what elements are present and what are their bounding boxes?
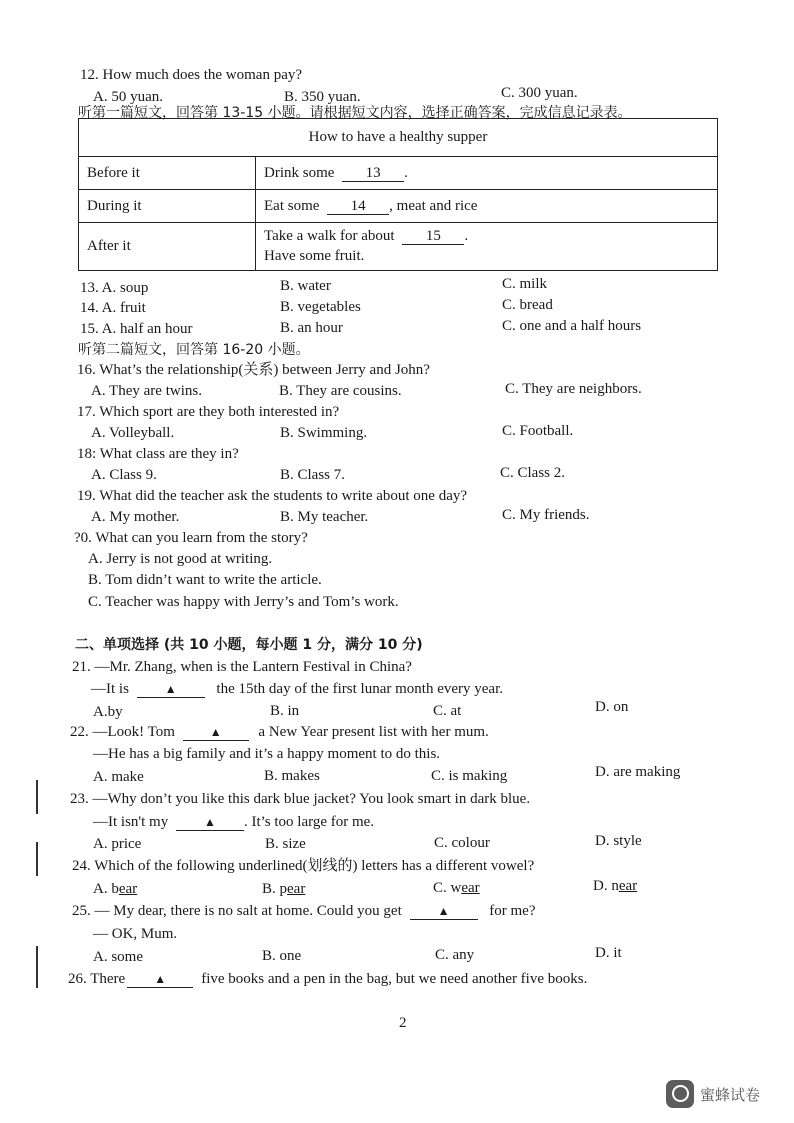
question-24-option-d [593,877,637,895]
question-24-option-c-prefix: C. w [433,880,462,896]
question-16-option-b: B. They are cousins. [279,383,402,399]
question-15-option-a: 15. A. half an hour [80,321,193,337]
question-24-stem: 24. Which of the following underlined(划线的) letters has a different vowel? [72,858,535,874]
question-23-prefix: —It isn't my [93,814,169,830]
question-18-option-c: C. Class 2. [500,465,566,481]
blank-15: 15 [402,228,464,245]
question-21-suffix: the 15th day of the first lunar month every year. [216,681,504,697]
question-23-line2 [93,813,374,831]
question-21-option-c: C. at [433,703,462,719]
table-before-label: Before it [79,157,256,190]
question-16-stem: 16. What’s the relationship(关系) between Jerry and John? [77,362,430,378]
question-24-option-b-prefix: B. p [262,881,288,897]
question-21-option-a: A.by [93,704,123,720]
question-25-option-b: B. one [262,948,302,964]
question-17-option-a: A. Volleyball. [91,425,175,441]
question-22-line1 [70,723,489,741]
healthy-supper-table [78,118,718,271]
question-22-blank: ▲ [183,724,249,741]
question-26-prefix: 26. There [68,971,126,987]
question-23-option-b: B. size [265,836,306,852]
question-24-option-d-prefix: D. n [593,878,619,894]
table-after-suffix: . [464,228,469,244]
question-21-line1: 21. —Mr. Zhang, when is the Lantern Festival in China? [72,659,412,675]
question-14-option-c: C. bread [502,297,553,313]
question-21-option-b: B. in [270,703,300,719]
question-12-option-a: A. 50 yuan. [93,89,163,105]
question-25-option-c: C. any [435,947,475,963]
question-24-option-a-prefix: A. b [93,881,119,897]
question-22-option-b: B. makes [264,768,320,784]
question-25-blank: ▲ [410,903,478,920]
table-after-cell [256,223,718,271]
margin-mark [36,842,38,876]
table-after-prefix: Take a walk for about [264,228,395,244]
question-22-line2: —He has a big family and it’s a happy moment to do this. [93,746,441,762]
question-24-option-c [433,879,480,897]
question-26-suffix: five books and a pen in the bag, but we need another five books. [201,971,588,987]
question-22-option-c: C. is making [431,768,508,784]
question-15-option-c: C. one and a half hours [502,318,642,334]
question-21-line2 [91,680,503,698]
question-25-suffix: for me? [489,903,536,919]
watermark-text: 蜜蜂试卷 [700,1086,761,1104]
question-13-option-c: C. milk [502,276,548,292]
section-2-title: 二、单项选择 (共 10 小题，每小题 1 分，满分 10 分) [75,637,423,653]
margin-mark [36,780,38,814]
table-after-line2: Have some fruit. [264,248,365,264]
question-23-option-d: D. style [595,833,642,849]
question-21-blank: ▲ [137,681,205,698]
blank-13: 13 [342,165,404,182]
table-during-cell [256,190,718,223]
question-24-option-b [262,880,305,898]
question-24-option-b-underlined: ear [287,881,306,897]
question-20-option-b: B. Tom didn’t want to write the article. [88,572,322,588]
question-23-option-c: C. colour [434,835,490,851]
question-12-option-b: B. 350 yuan. [284,89,361,105]
question-13-option-b: B. water [280,278,331,294]
table-during-prefix: Eat some [264,197,320,214]
question-18-option-b: B. Class 7. [280,467,346,483]
question-22-option-a: A. make [93,769,144,785]
question-19-option-b: B. My teacher. [280,509,369,525]
blank-14: 14 [327,198,389,215]
question-20-option-c: C. Teacher was happy with Jerry’s and Tom’s work. [88,594,399,610]
question-23-blank: ▲ [176,814,244,831]
table-after-label: After it [79,223,256,271]
passage-1-instruction: 听第一篇短文，回答第 13-15 小题。请根据短文内容，选择正确答案，完成信息记录表。 [78,105,632,121]
question-12-option-c: C. 300 yuan. [501,85,578,101]
question-13-option-a: 13. A. soup [80,280,149,296]
question-23-option-a: A. price [93,836,142,852]
question-22-suffix: a New Year present list with her mum. [258,724,489,740]
question-23-line1: 23. —Why don’t you like this dark blue jacket? You look smart in dark blue. [70,791,531,807]
question-20-stem: ?0. What can you learn from the story? [74,530,308,546]
question-17-option-b: B. Swimming. [280,425,368,441]
question-16-option-a: A. They are twins. [91,383,202,399]
question-25-option-d: D. it [595,945,622,961]
question-22-prefix: 22. —Look! Tom [70,724,175,740]
table-title: How to have a healthy supper [79,119,718,157]
question-12-stem: 12. How much does the woman pay? [80,67,303,83]
question-20-option-a: A. Jerry is not good at writing. [88,551,273,567]
question-24-option-a [93,880,137,898]
question-19-stem: 19. What did the teacher ask the students to write about one day? [77,488,468,504]
table-before-suffix: . [404,164,408,181]
question-24-option-c-underlined: ear [461,880,480,896]
question-17-stem: 17. Which sport are they both interested in? [77,404,340,420]
question-26-blank: ▲ [127,971,193,988]
table-before-prefix: Drink some [264,164,335,181]
question-22-option-d: D. are making [595,764,681,780]
table-during-suffix: , meat and rice [389,197,478,214]
question-24-option-a-underlined: ear [118,881,138,897]
question-19-option-a: A. My mother. [91,509,180,525]
table-during-label: During it [79,190,256,223]
question-25-line1 [72,902,536,920]
watermark-q-icon [666,1080,694,1108]
question-19-option-c: C. My friends. [502,507,590,523]
question-25-option-a: A. some [93,949,143,965]
margin-mark [36,946,38,988]
passage-2-instruction: 听第二篇短文，回答第 16-20 小题。 [78,342,310,358]
question-26 [68,970,587,988]
question-18-stem: 18: What class are they in? [77,446,239,462]
table-before-cell [256,157,718,190]
question-25-line2: — OK, Mum. [93,926,178,942]
question-14-option-a: 14. A. fruit [80,300,146,316]
question-16-option-c: C. They are neighbors. [505,381,642,397]
question-21-option-d: D. on [595,699,629,715]
question-25-prefix: 25. — My dear, there is no salt at home. Could you get [72,903,402,919]
question-23-suffix: . It’s too large for me. [243,814,375,830]
page-number: 2 [399,1015,407,1031]
question-17-option-c: C. Football. [502,423,574,439]
watermark-logo [666,1078,776,1112]
question-14-option-b: B. vegetables [280,299,361,315]
question-15-option-b: B. an hour [280,320,343,336]
question-21-prefix: —It is [91,681,129,697]
question-24-option-d-underlined: ear [618,878,638,894]
question-18-option-a: A. Class 9. [91,467,157,483]
